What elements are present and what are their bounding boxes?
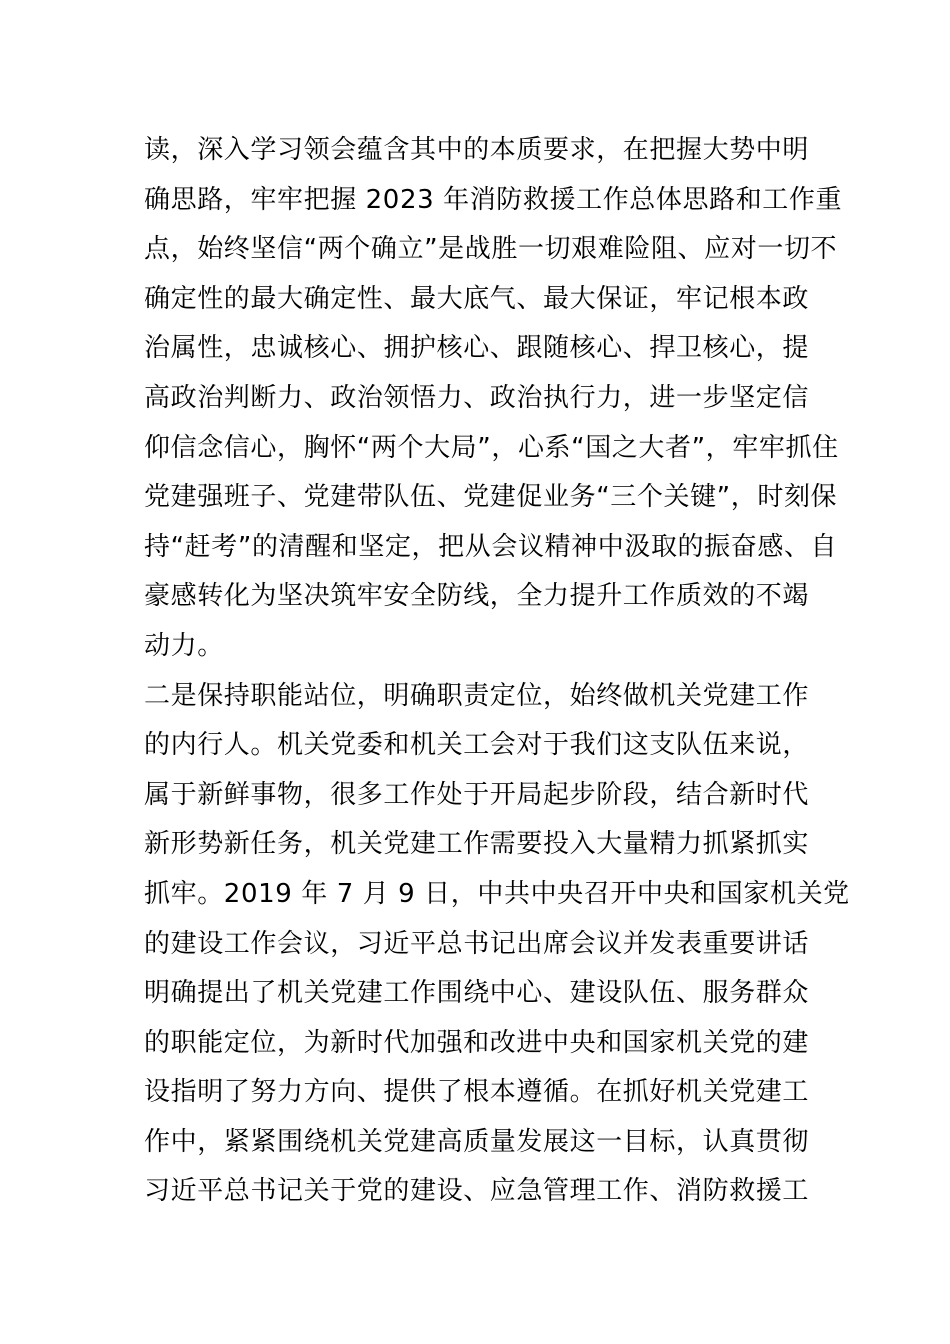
paragraph-start-line: 二是保持职能站位，明确职责定位，始终做机关党建工作 <box>144 680 810 711</box>
text-line: 党建强班子、党建带队伍、党建促业务“三个关键”，时刻保 <box>144 482 838 513</box>
text-line: 豪感转化为坚决筑牢安全防线，全力提升工作质效的不竭 <box>144 581 810 612</box>
text-line: 的内行人。机关党委和机关工会对于我们这支队伍来说， <box>144 730 810 761</box>
text-line: 仰信念信心，胸怀“两个大局”，心系“国之大者”，牢牢抓住 <box>144 432 839 463</box>
text-line: 习近平总书记关于党的建设、应急管理工作、消防救援工 <box>144 1176 810 1207</box>
text-line: 的建设工作会议，习近平总书记出席会议并发表重要讲话 <box>144 928 810 959</box>
text-line: 确定性的最大确定性、最大底气、最大保证，牢记根本政 <box>144 283 810 314</box>
text-line: 治属性，忠诚核心、拥护核心、跟随核心、捍卫核心，提 <box>144 333 810 364</box>
text-line: 确思路，牢牢把握 2023 年消防救援工作总体思路和工作重 <box>144 184 843 215</box>
text-line: 设指明了努力方向、提供了根本遵循。在抓好机关党建工 <box>144 1077 810 1108</box>
text-line: 动力。 <box>144 630 224 661</box>
text-line: 抓牢。2019 年 7 月 9 日，中共中央召开中央和国家机关党 <box>144 878 850 909</box>
text-line: 作中，紧紧围绕机关党建高质量发展这一目标，认真贯彻 <box>144 1126 810 1157</box>
text-line: 明确提出了机关党建工作围绕中心、建设队伍、服务群众 <box>144 978 810 1009</box>
text-line: 的职能定位，为新时代加强和改进中央和国家机关党的建 <box>144 1027 810 1058</box>
text-line: 点，始终坚信“两个确立”是战胜一切艰难险阻、应对一切不 <box>144 234 838 265</box>
body-text <box>144 126 850 1217</box>
text-line: 持“赶考”的清醒和坚定，把从会议精神中汲取的振奋感、自 <box>144 531 838 562</box>
text-line: 读，深入学习领会蕴含其中的本质要求，在把握大势中明 <box>144 135 810 165</box>
text-line: 高政治判断力、政治领悟力、政治执行力，进一步坚定信 <box>144 382 810 413</box>
text-line: 属于新鲜事物，很多工作处于开局起步阶段，结合新时代 <box>144 779 810 810</box>
text-line: 新形势新任务，机关党建工作需要投入大量精力抓紧抓实 <box>144 829 810 860</box>
